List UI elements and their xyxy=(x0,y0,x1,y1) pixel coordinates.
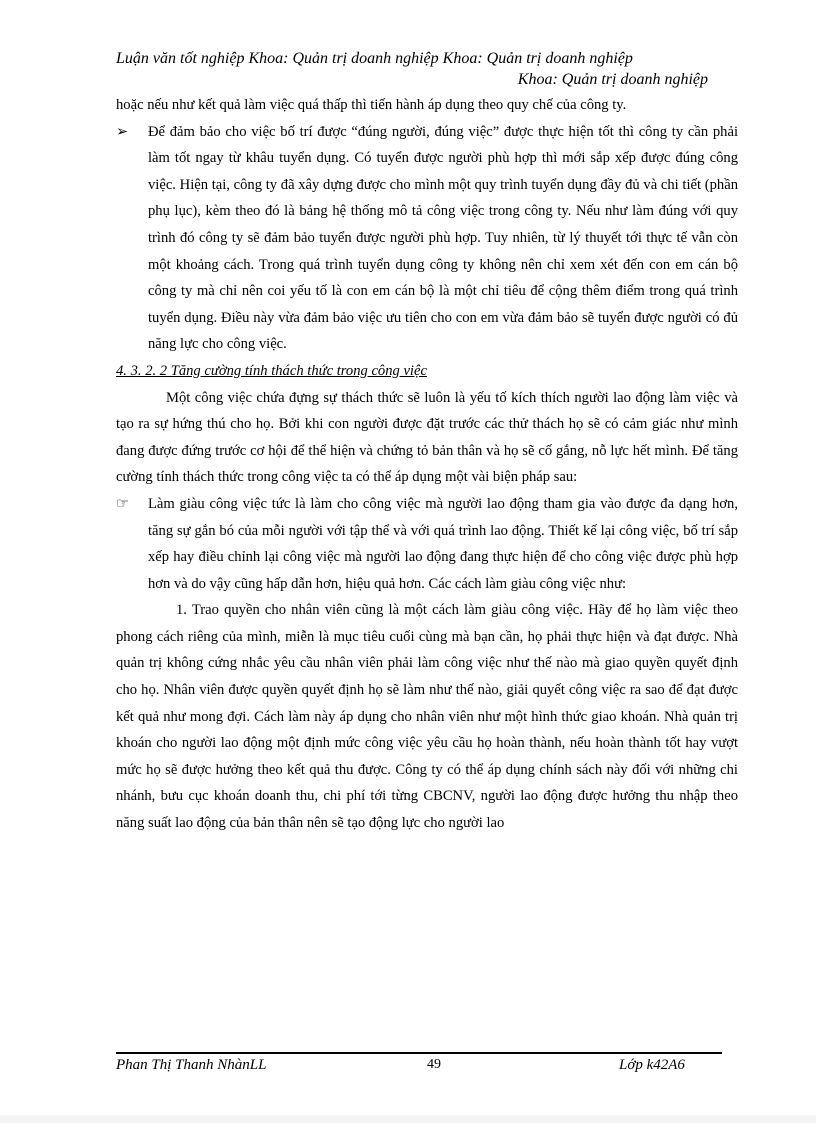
section-heading: 4. 3. 2. 2 Tăng cường tính thách thức trong công việc xyxy=(116,362,427,379)
bullet-paragraph-job-enrichment xyxy=(116,491,738,597)
running-header-line-1: Luận văn tốt nghiệp Khoa: Quản trị doanh nghiệp Khoa: Quản trị doanh nghiệp xyxy=(116,50,633,67)
page-bottom-edge xyxy=(0,1115,816,1123)
footer-class: Lớp k42A6 xyxy=(619,1057,685,1073)
paragraph-challenge: Một công việc chứa đựng sự thách thức sẽ luôn là yếu tố kích thích người lao động làm việc và tạo ra sự hứng thú cho họ. Bởi khi con người được đặt trước các thử thách họ sẽ có cảm giác như mình đang được đứng trước cơ hội để thể hiện và chứng tỏ bản thân và họ sẽ cố gắng, nỗ lực hết mình. Để tăng cường tính thách thức trong công việc ta có thể áp dụng một vài biện pháp sau: xyxy=(116,389,738,486)
numbered-item-1: 1. Trao quyền cho nhân viên cũng là một cách làm giàu công việc. Hãy để họ làm việc theo phong cách riêng của mình, miễn là mục tiêu cuối cùng mà bạn cần, họ phải thực hiện và đạt được. Nhà quản trị không cứng nhắc yêu cầu nhân viên phải làm công việc như thế nào mà giao quyền quyết định cho họ. Nhân viên được quyền quyết định họ sẽ làm như thế nào, giải quyết công việc ra sao để đạt được kết quả như mong đợi. Cách làm này áp dụng cho nhân viên như một hình thức giao khoán. Nhà quản trị khoán cho người lao động một định mức công việc yêu cầu họ hoàn thành, nếu hoàn thành tốt hay vượt mức họ sẽ được hưởng theo kết quả thu được. Công ty có thể áp dụng chính sách này đối với những chi nhánh, bưu cục khoán doanh thu, chi phí tới từng CBCNV, người lao động được hưởng thu nhập theo năng suất lao động của bản thân nên sẽ tạo động lực cho người lao xyxy=(116,602,738,832)
bullet-text: Để đảm bảo cho việc bố trí được “đúng người, đúng việc” được thực hiện tốt thì công ty cần phải làm tốt ngay từ khâu tuyển dụng. Có tuyển được người phù hợp thì mới sắp xếp được đúng công việc. Hiện tại, công ty đã xây dựng được cho mình một quy trình tuyển dụng đầy đủ và chi tiết (phần phụ lục), kèm theo đó là bảng hệ thống mô tả công việc trong công ty. Nếu như làm đúng với quy trình đó công ty sẽ đảm bảo tuyển được người phù hợp. Tuy nhiên, từ lý thuyết tới thực tế vẫn còn một khoảng cách. Trong quá trình tuyển dụng công ty không nên chỉ xem xét đến con em cán bộ công ty mà chỉ nên coi yếu tố là con em cán bộ là một chỉ tiêu để cộng thêm điểm trong quá trình tuyển dụng. Điều này vừa đảm bảo việc ưu tiên cho con em vừa đảm bảo sẽ tuyển được người có đủ năng lực cho công việc. xyxy=(148,123,738,353)
footer-author: Phan Thị Thanh NhànLL xyxy=(116,1057,267,1073)
footer-rule xyxy=(116,1052,722,1054)
bullet-paragraph-recruitment xyxy=(116,119,738,358)
page-number: 49 xyxy=(427,1057,441,1072)
bullet-text: Làm giàu công việc tức là làm cho công việc mà người lao động tham gia vào được đa dạng hơn, tăng sự gắn bó của mỗi người với tập thể và với quá trình lao động. Thiết kế lại công việc, bố trí sắp xếp hay điều chỉnh lại công việc mà người lao động đang thực hiện để cho công việc được phù hợp hơn và do vậy cũng hấp dẫn hơn, hiệu quả hơn. Các cách làm giàu công việc như: xyxy=(148,495,738,592)
pointing-hand-icon: ☞ xyxy=(116,495,130,512)
paragraph-continuation: hoặc nếu như kết quả làm việc quá thấp thì tiến hành áp dụng theo quy chế của công ty. xyxy=(116,97,627,113)
arrow-bullet-icon: ➢ xyxy=(116,123,129,140)
running-header-line-2: Khoa: Quản trị doanh nghiệp xyxy=(517,71,708,88)
page-body xyxy=(116,92,738,837)
